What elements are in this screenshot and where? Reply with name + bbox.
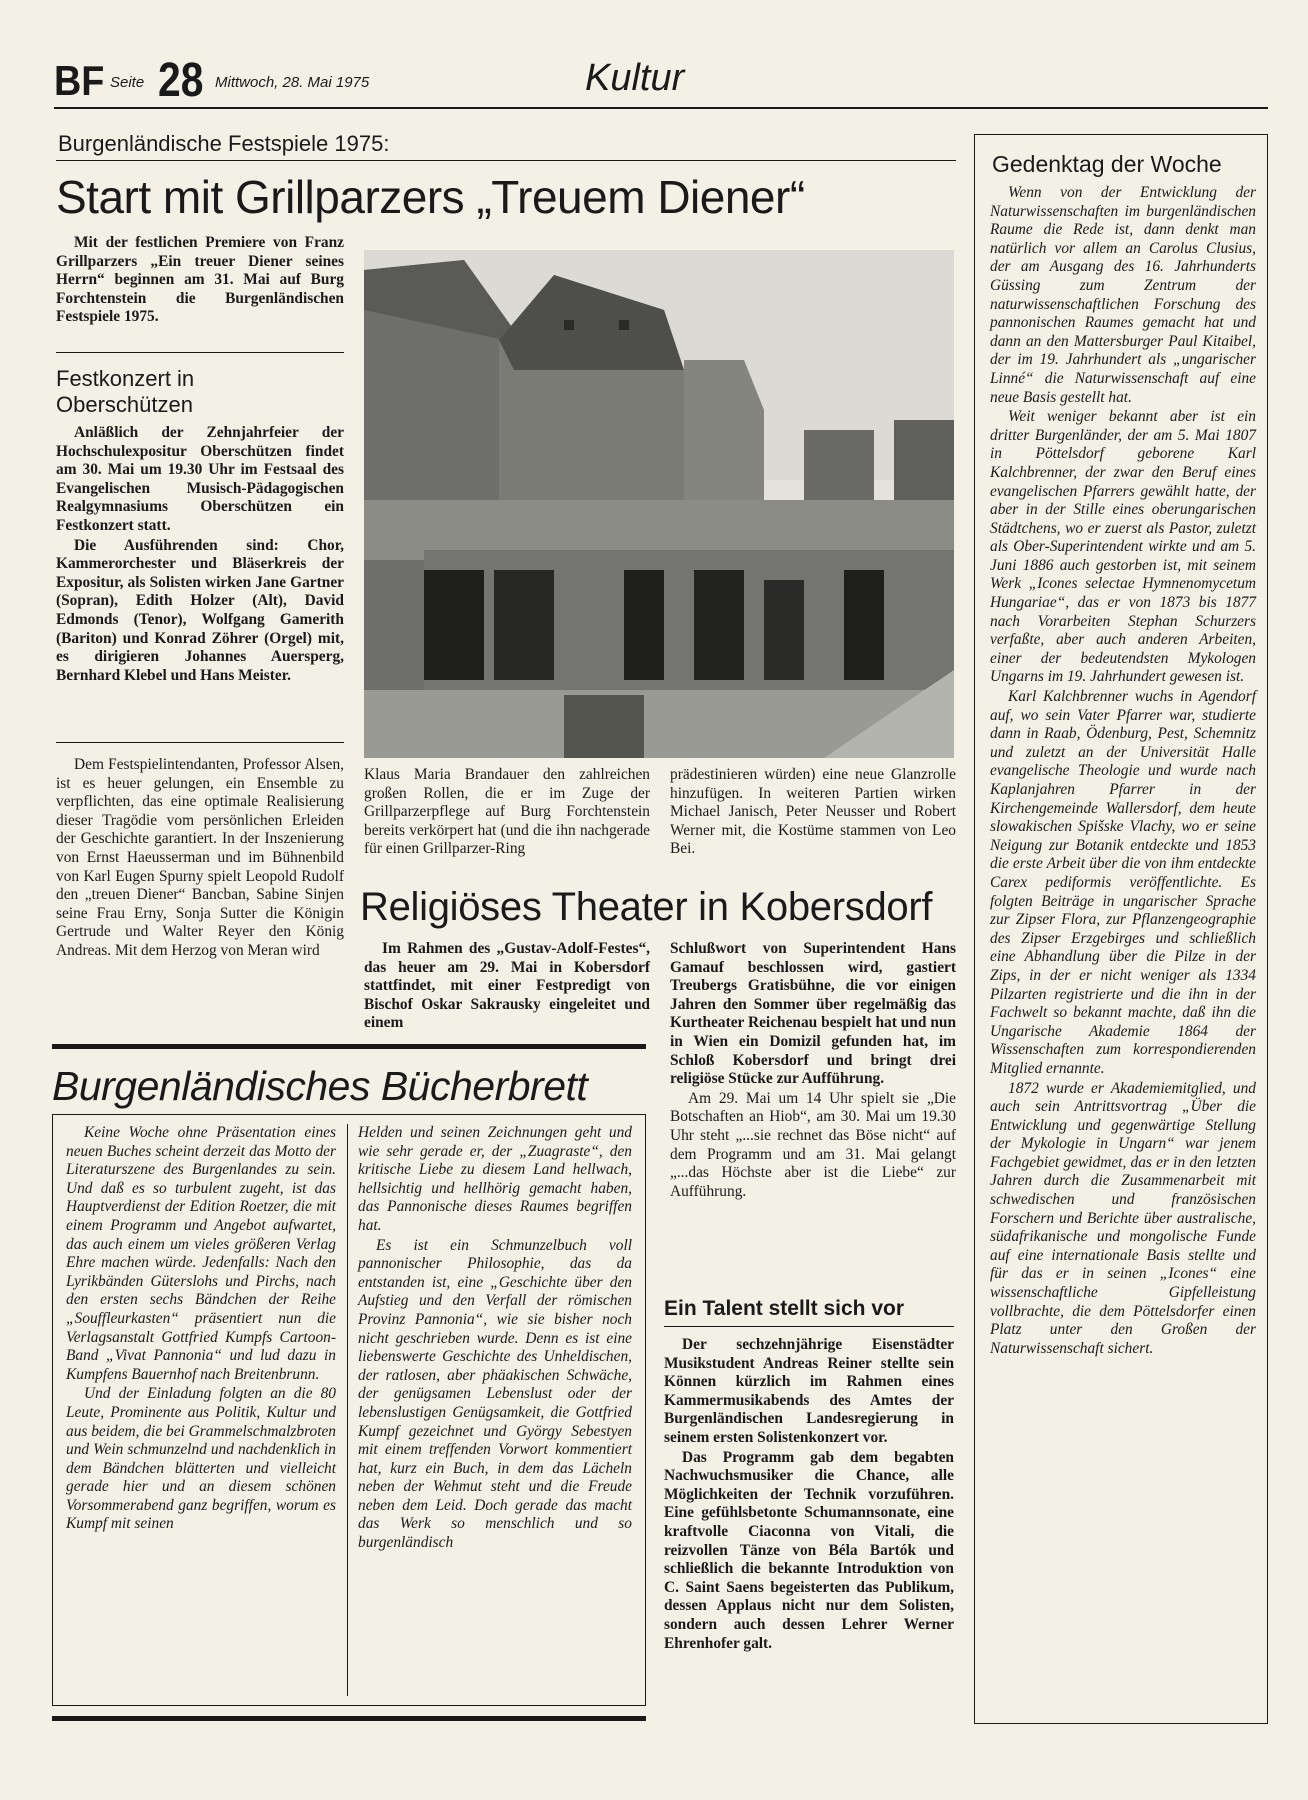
festkonzert-paragraph: Anläßlich der Zehnjahrfeier der Hochschulexpositur Oberschützen findet am 30. Mai um 19.30 Uhr im Festsaal des Evangelischen Musisch-Pädagogischen Realgymnasiums Oberschützen ein Festkonzert statt.: [56, 424, 344, 534]
religioes-headline: Religiöses Theater in Kobersdorf: [360, 885, 933, 929]
talent-rule: [664, 1326, 954, 1327]
lead-kicker: Burgenländische Festspiele 1975:: [58, 131, 390, 156]
lead-paragraph: Dem Festspielintendanten, Professor Alsen, ist es heuer gelungen, ein Ensemble zu verpflichten, das eine optimale Realisierung dieser Tragödie vom persönlichen Erleiden der Geschichte garantiert. In der Inszenierung von Ernst Haeusserman und im Bühnenbild von Karl Eugen Spurny spielt Leopold Rudolf den „treuen Diener“ Bancban, Sabine Sinjen seine Frau Erny, Sonja Sutter die Königin Gertrude und Walter Reyer den König Andreas. Mit dem Herzog von Meran wird: [56, 756, 344, 959]
buecherbrett-paragraph: Helden und seinen Zeichnungen geht und wie sehr gerade er, der „Zuagraste“, den kritische Liebe zu diesem Land hellwach, hellsichtig und hellhörig gemacht haben, das Pannonische dieses Raumes begriffen hat.: [358, 1124, 632, 1234]
buecherbrett-column-divider: [347, 1124, 348, 1696]
lead-intro: [56, 234, 344, 328]
gedenktag-paragraph: Karl Kalchbrenner wuchs in Agendorf auf, wo sein Vater Pfarrer war, studierte dann in Raab, Ödenburg, Pest, Schemnitz und zuletzt an der Universität Halle evangelische Theologie und wurde nach Kaplanjahren Pfarrer in der Kirchengemeinde Wallersdorf, dem heute slowakischen Spišske Vlachy, wo er seine Neigung zur Botanik entdeckte und 1853 die erste Arbeit über die von ihm entdeckte Carex pediformis veröffentlichte. Es folgten Beiträge in ungarischer Sprache zur Zipser Flora, zur Pflanzengeographie des Zipser Erzgebirges und schließlich eine Abhandlung über die Pilze in der Zips, in der er nicht weniger als 1334 Pilzarten registrierte und die ihn in der Fachwelt so bekannt machte, daß ihn die Ungarische Akademie 1864 der Wissenschaften zum korrespondierenden Mitglied ernannte.: [990, 688, 1256, 1077]
gedenktag-body: [990, 184, 1256, 1359]
religioes-paragraph: Am 29. Mai um 14 Uhr spielt sie „Die Botschaften an Hiob“, am 30. Mai um 19.30 Uhr steht „...sie rechnet das Böse nicht“ auf dem Programm und am 31. Mai gelangt „...das Höchste aber ist die Liebe“ zur Aufführung.: [670, 1089, 956, 1200]
page-label: Seite: [110, 74, 145, 91]
talent-body: [664, 1336, 954, 1654]
buecherbrett-col1: [66, 1124, 336, 1535]
lead-body-col2: [364, 766, 650, 860]
gedenktag-paragraph: Weit weniger bekannt aber ist ein dritter Burgenländer, der am 5. Mai 1807 in Pöttelsdorf geborene Karl Kalchbrenner, der zwar den Beruf eines evangelischen Pfarrers gewählt hatte, der aber in der Stille eines oberungarischen Städtchens, wo er zuerst als Pastor, zuletzt als Ober-Superintendent wirkte und am 5. Juni 1886 auch gestorben ist, mit seinem Werk „Icones selectae Hymnenomycetum Hungariae“, das er von 1873 bis 1877 nach Vorarbeiten Stephan Schurzers verfaßte, aber auch anderen Arbeiten, einer der bedeutendsten Mykologen Ungarns im 19. Jahrhundert gewesen ist.: [990, 408, 1256, 686]
buecherbrett-paragraph: Und der Einladung folgten an die 80 Leute, Prominente aus Politik, Kultur und aus beidem, die bei Grammelschmalzbroten und Wein schmunzelnd und nachdenklich in dem Bändchen blätterten und vielleicht gerade hier und an diesem schönen Vorsommerabend ganz begriffen, worum es Kumpf mit seinen: [66, 1385, 337, 1533]
castle-photo: [364, 250, 954, 758]
festkonzert-paragraph: Die Ausführenden sind: Chor, Kammerorchester und Bläserkreis der Expositur, als Solisten wirken Jane Gartner (Sopran), Edith Holzer (Alt), David Edmonds (Tenor), Wolfgang Gamerith (Bariton) und Konrad Zöhrer (Orgel) mit, es dirigieren Johannes Auersperg, Bernhard Klebel und Hans Meister.: [56, 536, 344, 684]
festkonzert-title: Festkonzert in Oberschützen: [56, 366, 195, 417]
lead-body-col1: [56, 756, 344, 962]
header-rule: [54, 107, 1268, 109]
lead-paragraph: Klaus Maria Brandauer den zahlreichen großen Rollen, die er im Zuge der Grillparzerpflege auf Burg Forchtenstein bereits verkörpert hat (und die ihn nachgerade für einen Grillparzer-Ring: [364, 766, 650, 858]
page-number: 28: [158, 54, 204, 107]
gedenktag-paragraph: Wenn von der Entwicklung der Naturwissenschaften im burgenländischen Raume die Rede ist, dann denkt man natürlich vor allem an Carolus Clusius, der am Ausgang des 16. Jahrhunderts Güssing zum Zentrum der naturwissenschaftlichen Forschung des pannonischen Raumes gemacht hat und dann an den Mattersburger Paul Kitaibel, der im 19. Jahrhundert als „ungarischer Linné“ die Naturwissenschaft auf eine neue Basis gestellt hat.: [990, 184, 1256, 406]
section-title: Kultur: [585, 57, 685, 99]
buecherbrett-paragraph: Keine Woche ohne Präsentation eines neuen Buches scheint derzeit das Motto der Literaturszene des Burgenlandes zu sein. Und daß es so turbulent zugeht, ist das Hauptverdienst der Edition Roetzer, die mit einem Programm und Angebot aufwartet, das auch einem um vieles größeren Verlag Ehre machen würde. Jedenfalls: Nach den Lyrikbänden Güterslohs und Pirchs, nach den ersten sechs Bändchen der Reihe „Souffleurkasten“ präsentiert nun die Verlagsanstalt Gottfried Kumpfs Cartoon-Band „Vivat Pannonia“ und lud dazu in Kumpfens Bauernhof nach Breitenbrunn.: [66, 1124, 336, 1383]
religioes-paragraph: Im Rahmen des „Gustav-Adolf-Festes“, das heuer am 29. Mai in Kobersdorf stattfindet, mit einer Festpredigt von Bischof Oskar Sakrausky eingeleitet und einem: [364, 940, 650, 1032]
lead-headline: Start mit Grillparzers „Treuem Diener“: [56, 171, 805, 223]
kicker-underline: [56, 160, 956, 161]
buecherbrett-paragraph: Es ist ein Schmunzelbuch voll pannonischer Philosophie, das da entstanden ist, eine „Geschichte über den Aufstieg und den Verfall der römischen Provinz Pannonia“, wie sie bisher noch nicht geschrieben wurde. Denn es ist eine liebenswerte Geschichte des Unheldischen, der ratlosen, aber phäakischen Schwäche, der genügsamen Lebenslust oder der lebenslustigen Genügsamkeit, die Gottfried Kumpf gezeichnet und György Sebestyen mit einem treffenden Vorwort kommentiert hat, kurz ein Buch, in dem das Lächeln neben der Wehmut steht und die Freude neben dem Leid. Doch gerade das macht das Werk so menschlich und so burgenländisch: [358, 1236, 632, 1552]
festkonzert-body: [56, 424, 344, 686]
religioes-col2: [670, 940, 956, 1202]
lead-body-col3: [670, 766, 956, 860]
lead-intro-text: Mit der festlichen Premiere von Franz Grillparzers „Ein treuer Diener seines Herrn“ beginnen am 31. Mai auf Burg Forchtenstein die Burgenländischen Festspiele 1975.: [56, 234, 344, 326]
religioes-col1: [364, 940, 650, 1034]
religioes-paragraph-bold: Schlußwort von Superintendent Hans Gamauf beschlossen wird, gastiert Treubergs Gratisbühne, die vor einigen Jahren den Sommer über regelmäßig das Kurtheater Reichenau bespielt hat und nun in Wien ein Domizil gefunden hat, im Schloß Kobersdorf und bringt drei religiöse Stücke zur Aufführung.: [670, 940, 956, 1088]
buecherbrett-bottom-rule: [52, 1716, 646, 1721]
festkonzert-rule: [56, 742, 344, 743]
issue-date: Mittwoch, 28. Mai 1975: [215, 74, 370, 91]
lead-paragraph: prädestinieren würden) eine neue Glanzrolle hinzufügen. In weiteren Partien wirken Michael Janisch, Peter Neusser und Robert Werner mit, die Kostüme stammen von Leo Bei.: [670, 766, 956, 858]
buecherbrett-top-rule: [52, 1044, 646, 1049]
castle-illustration: [364, 250, 954, 758]
buecherbrett-col2: [358, 1124, 632, 1554]
gedenktag-title: Gedenktag der Woche: [992, 151, 1222, 177]
talent-headline: Ein Talent stellt sich vor: [664, 1297, 905, 1320]
newspaper-logo: BF: [54, 57, 105, 104]
talent-paragraph: Der sechzehnjährige Eisenstädter Musikstudent Andreas Reiner stellte sein Können kürzlich im Rahmen eines Kammermusikabends des Amtes der Burgenländischen Landesregierung in seinem ersten Solistenkonzert vor.: [664, 1336, 954, 1446]
buecherbrett-headline: Burgenländisches Bücherbrett: [52, 1063, 588, 1109]
gedenktag-paragraph: 1872 wurde er Akademiemitglied, und auch sein Antrittsvortrag „Über die Entwicklung und gegenwärtige Stellung der Mykologie in Ungarn“ war jenem Fachgebiet gewidmet, das er in den letzten Jahren durch die Zusammenarbeit mit schwedischen und französischen Forschern und Berichte über australische, südafrikanische und mongolische Funde auf eine internationale Basis stellte und für das er in seinen „Icones“ eine wissenschaftliche Gipfelleistung vollbrachte, die dem Pöttelsdorfer einen Platz unter den Großen der Naturwissenschaft sichert.: [990, 1079, 1256, 1357]
intro-rule: [56, 352, 344, 353]
talent-paragraph: Das Programm gab dem begabten Nachwuchsmusiker die Chance, alle Möglichkeiten der Technik vorzuführen. Eine gefühlsbetonte Schumannsonate, eine kraftvolle Ciaconna von Vitali, die reizvollen Tänze von Béla Bartók und schließlich die bekannte Introduktion von C. Saint Saens begeisterten das Publikum, dessen Applaus nicht nur dem Solisten, sondern auch dessen Lehrer Werner Ehrenhofer galt.: [664, 1448, 954, 1652]
